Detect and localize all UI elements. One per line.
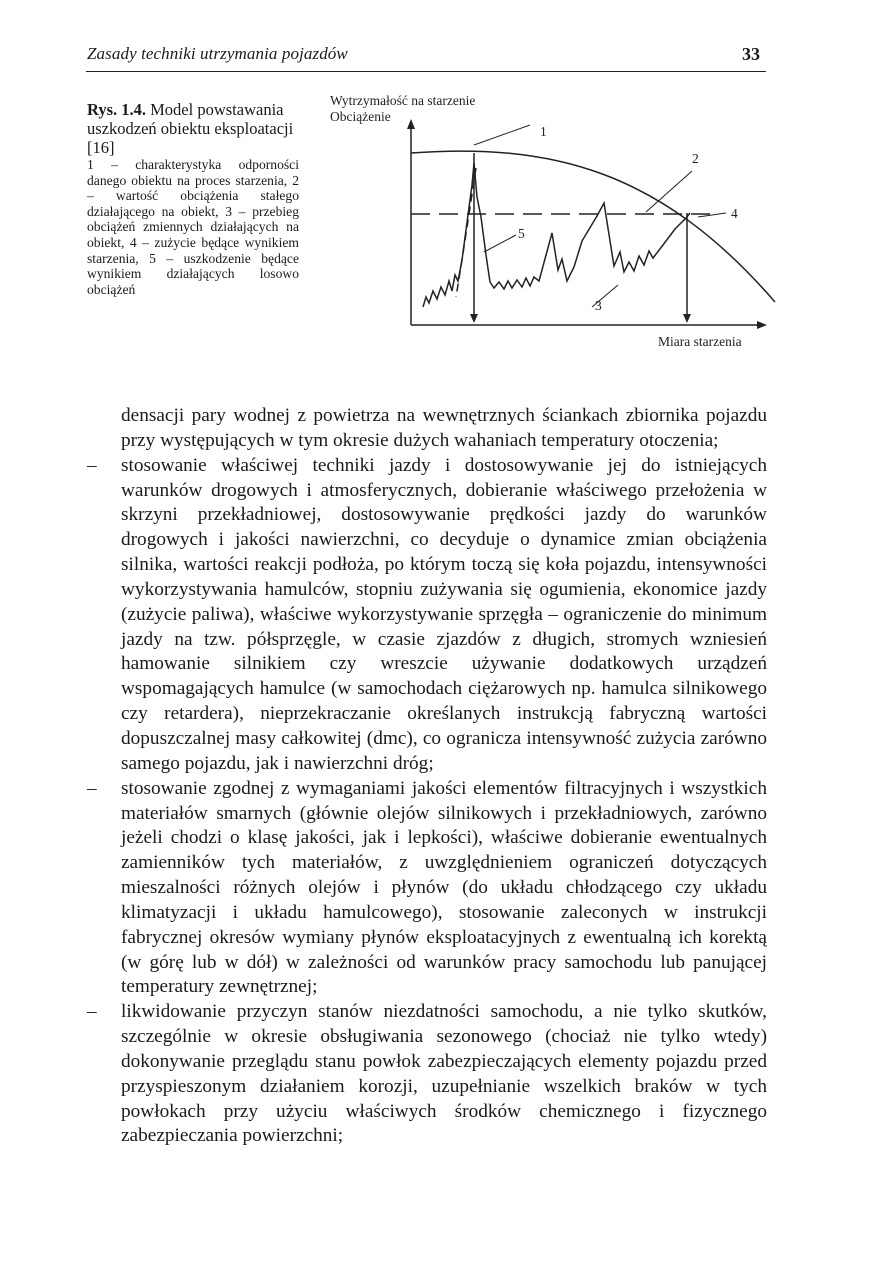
bullet-list [87, 454, 767, 1150]
header-rule [86, 71, 766, 72]
list-item-text: likwidowanie przyczyn stanów niezdatności samochodu, a nie tylko skutków, szczególnie w okresie obsługiwania sezonowego (chociaż nie tylko wtedy) dokonywanie przeglądu stanu powłok zabezpieczających elementy pojazdu przed przyspieszonym działaniem korozji, uzupełnianie wszelkich braków w tych powłokach przy użyciu właściwych środków chemicznego i fizycznego zabezpieczania powierzchni; [121, 1001, 767, 1147]
strength-curve [411, 151, 775, 302]
bullet-dash: – [87, 777, 97, 799]
marker-5: 5 [518, 226, 525, 241]
caption-title: Model powstawania uszkodzeń obiektu eksploatacji [16] [87, 100, 294, 157]
body-text [87, 404, 767, 1149]
list-item [87, 454, 767, 777]
diagram-svg [300, 85, 770, 355]
x-axis-arrow [757, 321, 767, 329]
marker-4: 4 [731, 206, 738, 221]
caption-label: Rys. 1.4. [87, 100, 147, 119]
list-item-text: stosowanie zgodnej z wymaganiami jakości elementów filtracyjnych i wszystkich materiałów smarnych (głównie olejów silnikowych i przekładniowych, zarówno jeżeli chodzi o klasę jakości, jak i lepkości), właściwe dobieranie ewentualnych zamienników tych materiałów, z uwzględnieniem ograniczeń dotyczących mieszalności różnych olejów i płynów (do układu chłodzącego czy układu klimatyzacji i układu hamulcowego), stosowanie zaleconych w instrukcji fabrycznej okresów wymiany płynów eksploatacyjnych z ewentualną ich korektą (w górę lub w dół) w zależności od warunków pracy samochodu lub panującej temperatury zewnętrznej; [121, 777, 767, 998]
bullet-dash: – [87, 454, 97, 476]
list-item-text: stosowanie właściwej techniki jazdy i dostosowywanie jej do istniejących warunków drogowych i atmosferycznych, dobieranie właściwego przełożenia w skrzyni przekładniowej, dostosowywanie prędkości jazdy do warunków drogowych i jakości nawierzchni, co decyduje o dynamice zmian obciążenia silnika, wartości reakcji podłoża, po którym toczą się koła pojazdu, intensywności wykorzystywania hamulców, stopniu zużywania się ogumienia, ekonomice jazdy (zużycie paliwa), właściwe wykorzystywanie sprzęgła – ograniczenie do minimum jazdy na tzw. półsprzęgle, w czasie zjazdów z długich, stromych wzniesień hamowanie silnikiem czy wreszcie używanie dodatkowych urządzeń wspomagających hamulce (w samochodach ciężarowych np. hamulca silnikowego czy retardera), nieprzekraczanie określanych instrukcją fabryczną wartości dopuszczalnej masy całkowitej (dmc), co ogranicza intensywność zużycia zarówno samego pojazdu, jak i nawierzchni dróg; [121, 454, 767, 774]
x-axis-label: Miara starzenia [658, 334, 742, 349]
figure-caption [87, 100, 299, 297]
y-axis-label-bottom: Obciążenie [330, 109, 391, 124]
page-number: 33 [742, 44, 760, 64]
continued-paragraph: densacji pary wodnej z powietrza na wewnętrznych ściankach zbiornika pojazdu przy występujących w tym okresie dużych wahaniach temperatury otoczenia; [121, 405, 767, 451]
variable-load-curve [423, 163, 690, 307]
leader-1 [474, 125, 530, 145]
running-header-title: Zasady techniki utrzymania pojazdów [87, 44, 348, 63]
list-item [87, 777, 767, 1001]
bullet-dash: – [87, 1001, 97, 1023]
failure-arrow-5 [470, 314, 478, 323]
y-axis-label-top: Wytrzymałość na starzenie [330, 93, 476, 108]
marker-1: 1 [540, 124, 547, 139]
marker-3: 3 [595, 298, 602, 313]
y-axis-arrow [407, 119, 415, 129]
marker-2: 2 [692, 151, 699, 166]
caption-description: 1 – charakterystyka odporności danego obiektu na proces starzenia, 2 – wartość obciążenia stałego działającego na obiekt, 3 – przebieg obciążeń zmiennych działających na obiekt, 4 – zużycie będące wynikiem starzenia, 5 – uszkodzenie będące wynikiem działających losowo obciążeń [87, 157, 299, 297]
leader-2 [646, 171, 692, 212]
leader-3 [592, 285, 618, 307]
leader-5 [484, 235, 516, 252]
figure-diagram [300, 85, 770, 355]
random-overload-dashed [456, 168, 476, 297]
list-item [87, 1000, 767, 1149]
failure-arrow-4 [683, 314, 691, 323]
caption-lead [87, 100, 299, 157]
